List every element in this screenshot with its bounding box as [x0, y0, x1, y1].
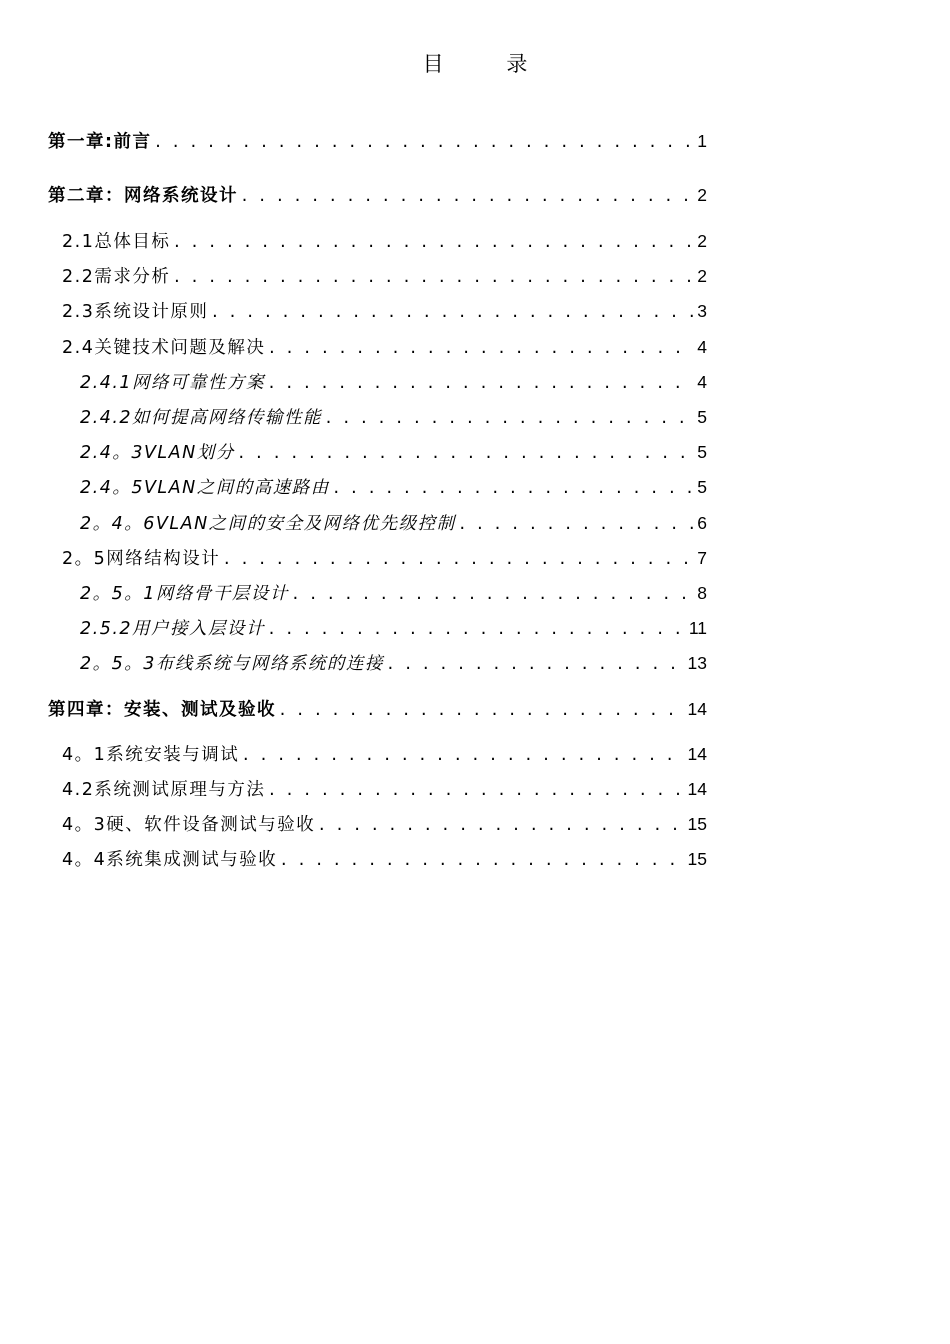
toc-entry-page: 14: [687, 779, 707, 799]
toc-entry[interactable]: [48, 183, 707, 207]
toc-dot-leader: [240, 184, 694, 208]
toc-entry[interactable]: [62, 546, 707, 570]
toc-entry[interactable]: [80, 581, 707, 605]
toc-dot-leader: [267, 778, 684, 802]
toc-dot-leader: [267, 617, 686, 641]
toc-entry[interactable]: [80, 616, 707, 640]
toc-entry-page: 14: [687, 699, 707, 719]
toc-entry[interactable]: [80, 651, 707, 675]
toc-dot-leader: [317, 813, 684, 837]
toc-dot-leader: [278, 698, 685, 722]
toc-entry-label: 2.3系统设计原则: [62, 302, 209, 322]
toc-entry-label: 2。5网络结构设计: [62, 549, 221, 569]
toc-entry-label: 2.1总体目标: [62, 232, 171, 252]
toc-entry-label: 第四章：安装、测试及验收: [48, 700, 276, 720]
toc-entry[interactable]: [80, 475, 707, 499]
toc-entry-label: 4。3硬、软件设备测试与验收: [62, 815, 316, 835]
toc-entry-page: 8: [697, 583, 707, 603]
toc-entry-label: 2.2需求分析: [62, 267, 171, 287]
toc-title: 目 录: [422, 52, 556, 76]
toc-entry-page: 14: [687, 744, 707, 764]
toc-dot-leader: [222, 547, 694, 571]
toc-entry[interactable]: [62, 229, 707, 253]
toc-dot-leader: [241, 743, 684, 767]
toc-dot-leader: [172, 265, 694, 289]
toc-entry-page: 11: [688, 618, 707, 638]
toc-entry-page: 1: [697, 131, 707, 151]
toc-dot-leader: [267, 371, 694, 395]
toc-entry-page: 3: [697, 301, 707, 321]
toc-entry-page: 7: [697, 548, 707, 568]
toc-entry-label: 2。5。1网络骨干层设计: [80, 584, 289, 604]
toc-entry-label: 2.4。3VLAN划分: [80, 443, 235, 463]
toc-dot-leader: [210, 300, 694, 324]
toc-entry[interactable]: [62, 777, 707, 801]
toc-entry-label: 2.4。5VLAN之间的高速路由: [80, 478, 330, 498]
toc-dot-leader: [291, 582, 694, 606]
toc-entry[interactable]: [62, 847, 707, 871]
toc-entry[interactable]: [80, 511, 707, 535]
toc-entry[interactable]: [62, 742, 707, 766]
toc-dot-leader: [458, 512, 695, 536]
toc-entry[interactable]: [62, 335, 707, 359]
toc-entry-page: 4: [697, 337, 707, 357]
toc-dot-leader: [386, 652, 685, 676]
toc-entry[interactable]: [80, 405, 707, 429]
toc-entry-page: 5: [697, 477, 707, 497]
toc-entry-label: 4。4系统集成测试与验收: [62, 850, 278, 870]
toc-entry-page: 15: [687, 849, 707, 869]
toc-entry-page: 2: [697, 185, 707, 205]
toc-entry-label: 2.5.2用户接入层设计: [80, 619, 266, 639]
toc-entry[interactable]: [62, 812, 707, 836]
toc-entry-label: 2.4关键技术问题及解决: [62, 338, 266, 358]
toc-dot-leader: [237, 441, 695, 465]
toc-dot-leader: [332, 476, 695, 500]
toc-entry[interactable]: [80, 440, 707, 464]
toc-entry-page: 15: [687, 814, 707, 834]
toc-entry-page: 2: [697, 231, 707, 251]
toc-entry[interactable]: [62, 264, 707, 288]
toc-dot-leader: [324, 406, 694, 430]
toc-entry-label: 2.4.1网络可靠性方案: [80, 373, 266, 393]
toc-dot-leader: [279, 848, 684, 872]
toc-entry-label: 4。1系统安装与调试: [62, 745, 240, 765]
toc-entry-label: 2.4.2如何提高网络传输性能: [80, 408, 323, 428]
toc-entry[interactable]: [62, 299, 707, 323]
toc-entry-page: 5: [697, 407, 707, 427]
toc-entry-label: 第二章：网络系统设计: [48, 186, 238, 206]
toc-entry-label: 第一章:前言: [48, 132, 152, 152]
toc-entry-page: 4: [697, 372, 707, 392]
toc-entry-page: 2: [697, 266, 707, 286]
toc-entry-page: 5: [697, 442, 707, 462]
toc-dot-leader: [267, 336, 694, 360]
toc-entry[interactable]: [80, 370, 707, 394]
toc-entry[interactable]: [48, 697, 707, 721]
toc-dot-leader: [154, 130, 695, 154]
toc-entry-label: 2。4。6VLAN之间的安全及网络优先级控制: [80, 514, 456, 534]
toc-entry-page: 6: [697, 513, 707, 533]
toc-entry-page: 13: [687, 653, 707, 673]
toc-entry[interactable]: [48, 129, 707, 153]
toc-entry-label: 2。5。3布线系统与网络系统的连接: [80, 654, 384, 674]
toc-dot-leader: [172, 230, 694, 254]
toc-entry-label: 4.2系统测试原理与方法: [62, 780, 266, 800]
